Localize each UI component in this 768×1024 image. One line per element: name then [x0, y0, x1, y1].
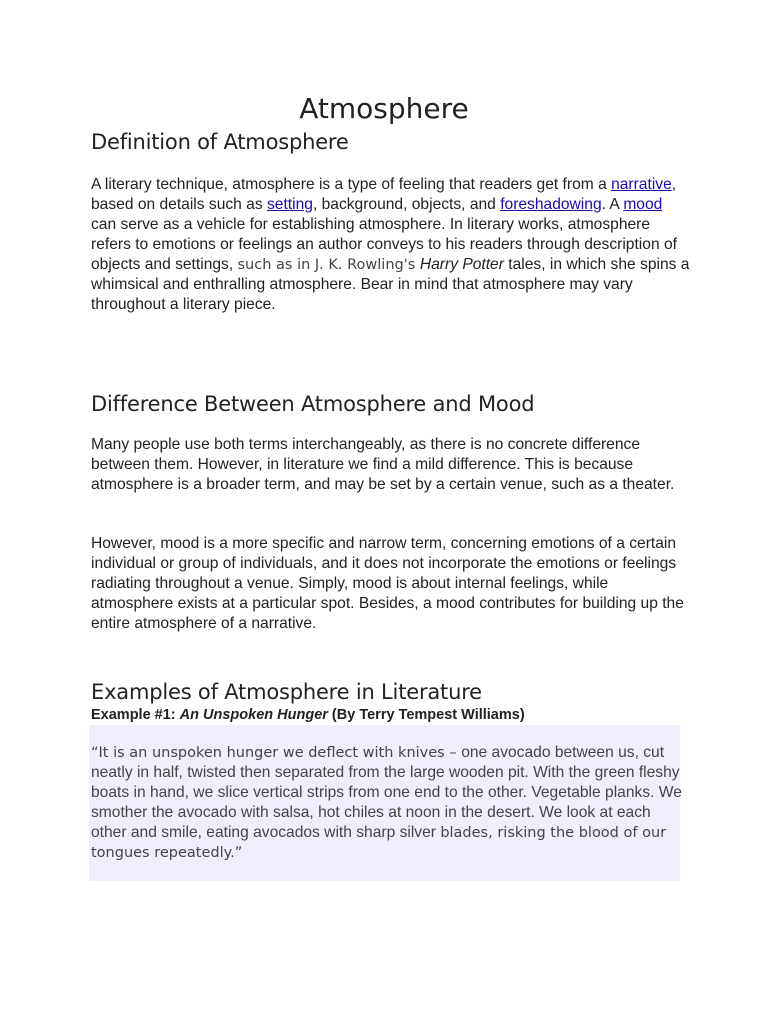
definition-text-4: . A: [601, 196, 624, 213]
example-1-label: [91, 707, 525, 723]
example-number: Example #1:: [91, 707, 180, 723]
definition-text-6: such as in J. K. Rowling's: [237, 257, 420, 273]
definition-text-5: can serve as a vehicle for establishing atmosphere. In literary works, atmosphere refers to emotions or feelings an author conveys to his readers through description of objects and settings,: [91, 216, 677, 273]
difference-paragraph-1: Many people use both terms interchangeably, as there is no concrete difference between them. However, in literature we find a mild difference. This is because atmosphere is a broader term, and may be set by a certain venue, such as a theater.: [91, 436, 675, 493]
foreshadowing-link[interactable]: foreshadowing: [500, 196, 602, 213]
harry-potter-title: Harry Potter: [419, 256, 504, 273]
quote-part-3: blades, risking the blood of our tongues repeatedly.”: [91, 825, 667, 861]
examples-heading: Examples of Atmosphere in Literature: [91, 680, 482, 704]
mood-link[interactable]: mood: [623, 196, 663, 213]
example-work-title: An Unspoken Hunger: [179, 707, 328, 723]
page-title: Atmosphere: [299, 92, 469, 125]
definition-text-3: , background, objects, and: [312, 196, 501, 213]
quote-part-2: one avocado between us, cut neatly in half, twisted then separated from the large wooden pit. With the green fleshy boats in hand, we slice vertical strips from one end to the other. Vegetable planks. We smother the avocado with salsa, hot chiles at noon in the desert. We look at each other and smile, eating avocados with sharp silver: [91, 744, 682, 841]
definition-heading: Definition of Atmosphere: [91, 130, 349, 154]
definition-text-7: tales, in which she spins a whimsical and enthralling atmosphere. Bear in mind that atmosphere may vary throughout a literary piece.: [91, 256, 690, 313]
setting-link[interactable]: setting: [266, 196, 313, 213]
quote-part-1: “It is an unspoken hunger we deflect with knives –: [91, 745, 462, 761]
definition-text-2: , based on details such as: [91, 176, 677, 213]
definition-text-1: A literary technique, atmosphere is a type of feeling that readers get from a: [91, 176, 612, 193]
difference-paragraph-2: However, mood is a more specific and narrow term, concerning emotions of a certain individual or group of individuals, and it does not incorporate the emotions or feelings radiating throughout a venue. Simply, mood is about internal feelings, while atmosphere exists at a particular spot. Besides, a mood contributes for building up the entire atmosphere of a narrative.: [91, 535, 684, 632]
definition-paragraph: [91, 175, 691, 315]
narrative-link[interactable]: narrative: [611, 176, 672, 193]
example-quote: [91, 743, 683, 863]
example-author: (By Terry Tempest Williams): [327, 707, 525, 723]
difference-heading: Difference Between Atmosphere and Mood: [91, 392, 535, 416]
